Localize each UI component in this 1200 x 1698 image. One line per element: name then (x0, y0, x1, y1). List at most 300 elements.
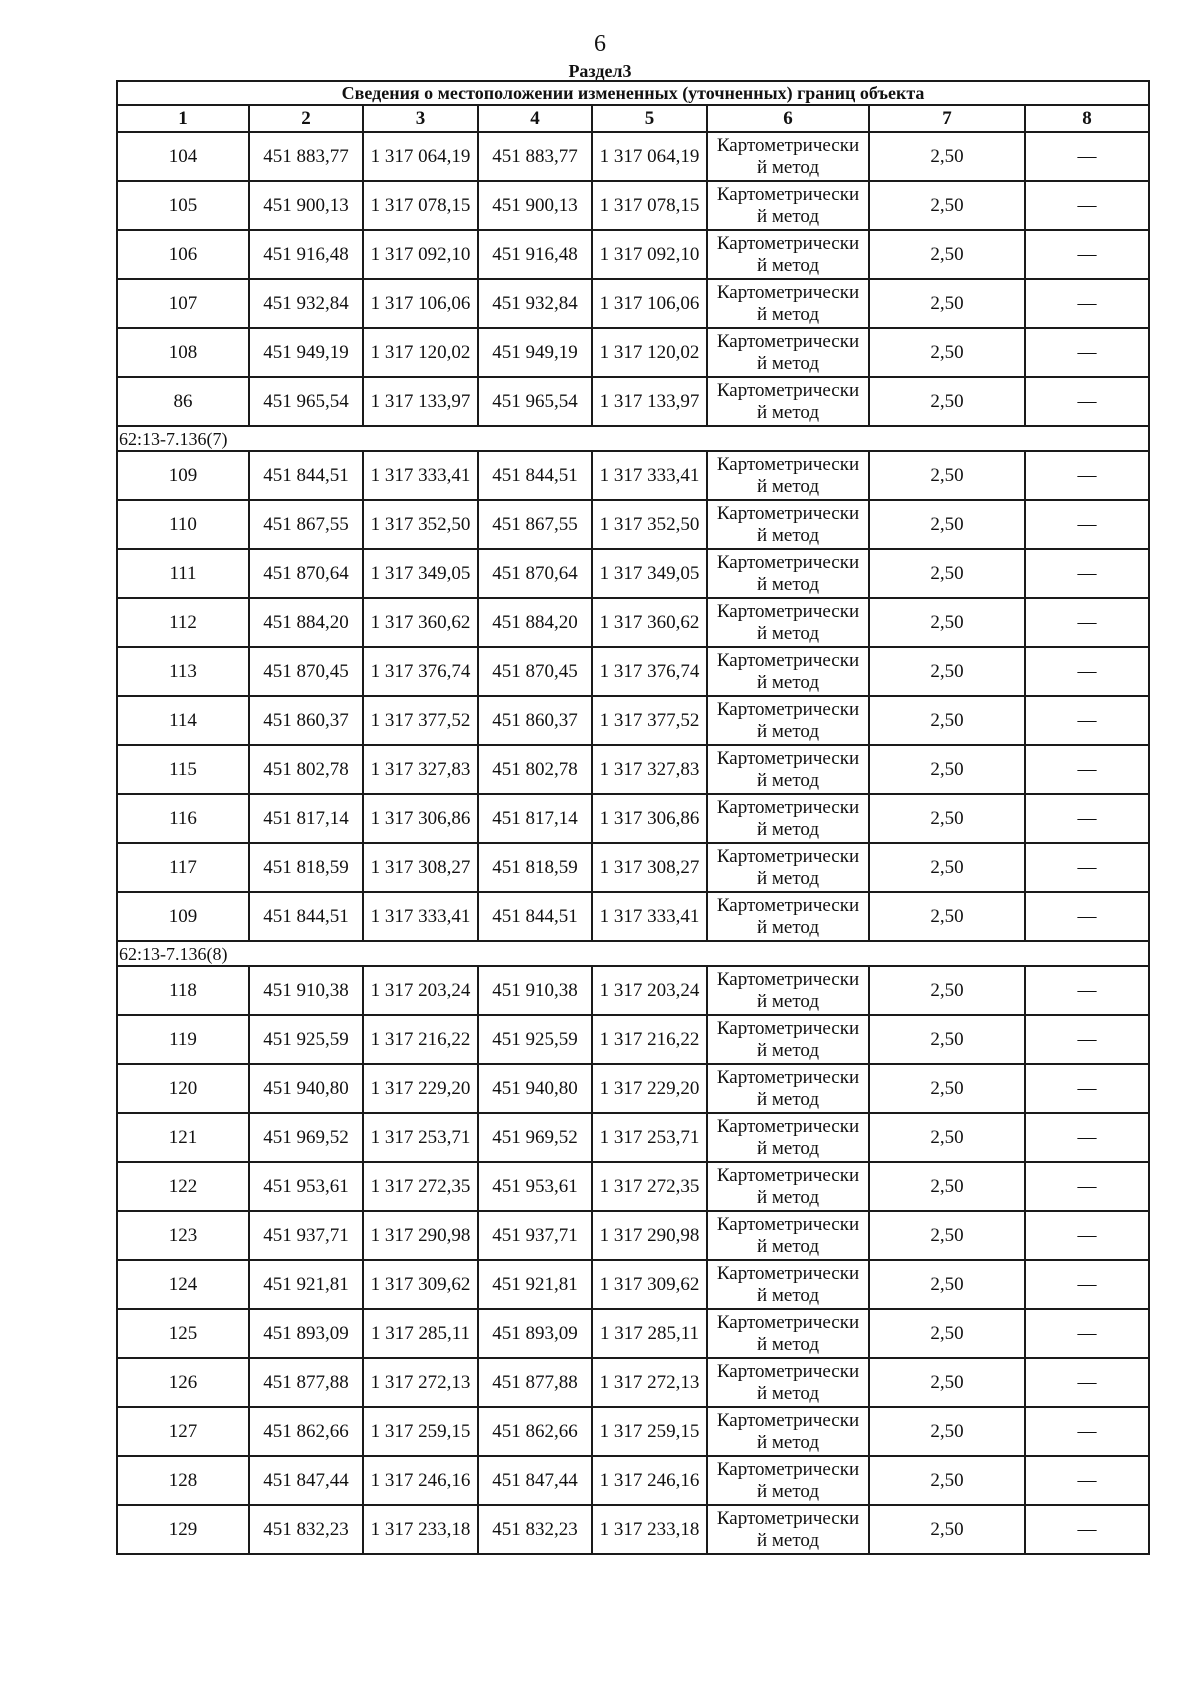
x-old-cell: 451 916,48 (249, 230, 363, 279)
note-cell: — (1025, 966, 1149, 1015)
precision-cell: 2,50 (869, 1113, 1025, 1162)
y-new-cell: 1 317 333,41 (592, 451, 707, 500)
y-new-cell: 1 317 272,13 (592, 1358, 707, 1407)
method-line-2: й метод (756, 205, 820, 227)
x-new-cell: 451 870,45 (478, 647, 592, 696)
precision-cell: 2,50 (869, 794, 1025, 843)
table-row (117, 549, 1149, 598)
x-old-cell: 451 969,52 (249, 1113, 363, 1162)
y-new-cell: 1 317 349,05 (592, 549, 707, 598)
precision-cell: 2,50 (869, 500, 1025, 549)
method-line-1: Картометрически (716, 968, 860, 990)
method-line-1: Картометрически (716, 796, 860, 818)
method-line-2: й метод (756, 524, 820, 546)
page-number: 6 (594, 31, 606, 57)
method-cell (707, 181, 869, 230)
method-cell (707, 1211, 869, 1260)
precision-cell: 2,50 (869, 230, 1025, 279)
method-cell (707, 279, 869, 328)
x-old-cell: 451 844,51 (249, 451, 363, 500)
x-new-cell: 451 949,19 (478, 328, 592, 377)
parcel-group-label: 62:13-7.136(7) (117, 426, 1149, 451)
method-line-1: Картометрически (716, 1213, 860, 1235)
note-cell: — (1025, 1162, 1149, 1211)
method-cell (707, 598, 869, 647)
x-old-cell: 451 937,71 (249, 1211, 363, 1260)
y-new-cell: 1 317 233,18 (592, 1505, 707, 1554)
method-line-1: Картометрически (716, 1164, 860, 1186)
table-caption: Сведения о местоположении измененных (уточненных) границ объекта (117, 81, 1149, 105)
method-line-2: й метод (756, 990, 820, 1012)
note-cell: — (1025, 230, 1149, 279)
method-line-1: Картометрически (716, 600, 860, 622)
table-row (117, 892, 1149, 941)
y-old-cell: 1 317 106,06 (363, 279, 478, 328)
y-new-cell: 1 317 133,97 (592, 377, 707, 426)
note-cell: — (1025, 1113, 1149, 1162)
y-old-cell: 1 317 233,18 (363, 1505, 478, 1554)
precision-cell: 2,50 (869, 1015, 1025, 1064)
y-new-cell: 1 317 078,15 (592, 181, 707, 230)
column-header: 5 (592, 105, 707, 132)
point-number-cell: 129 (117, 1505, 249, 1554)
table-row (117, 377, 1149, 426)
method-line-2: й метод (756, 720, 820, 742)
precision-cell: 2,50 (869, 1407, 1025, 1456)
x-old-cell: 451 870,64 (249, 549, 363, 598)
method-line-2: й метод (756, 401, 820, 423)
y-old-cell: 1 317 360,62 (363, 598, 478, 647)
y-old-cell: 1 317 306,86 (363, 794, 478, 843)
x-new-cell: 451 844,51 (478, 451, 592, 500)
x-old-cell: 451 910,38 (249, 966, 363, 1015)
method-cell (707, 132, 869, 181)
table-row (117, 745, 1149, 794)
table-row (117, 1211, 1149, 1260)
method-line-1: Картометрически (716, 502, 860, 524)
x-old-cell: 451 925,59 (249, 1015, 363, 1064)
table-row (117, 647, 1149, 696)
precision-cell: 2,50 (869, 1260, 1025, 1309)
x-new-cell: 451 916,48 (478, 230, 592, 279)
x-new-cell: 451 937,71 (478, 1211, 592, 1260)
y-old-cell: 1 317 349,05 (363, 549, 478, 598)
x-old-cell: 451 817,14 (249, 794, 363, 843)
y-old-cell: 1 317 120,02 (363, 328, 478, 377)
x-old-cell: 451 921,81 (249, 1260, 363, 1309)
method-cell (707, 647, 869, 696)
method-line-2: й метод (756, 156, 820, 178)
table-row (117, 1456, 1149, 1505)
method-cell (707, 892, 869, 941)
precision-cell: 2,50 (869, 377, 1025, 426)
precision-cell: 2,50 (869, 1211, 1025, 1260)
table-row (117, 1015, 1149, 1064)
method-line-1: Картометрически (716, 747, 860, 769)
point-number-cell: 104 (117, 132, 249, 181)
table-row (117, 794, 1149, 843)
point-number-cell: 113 (117, 647, 249, 696)
table-row (117, 451, 1149, 500)
method-cell (707, 745, 869, 794)
method-line-1: Картометрически (716, 453, 860, 475)
method-line-1: Картометрически (716, 1507, 860, 1529)
method-cell (707, 377, 869, 426)
point-number-cell: 126 (117, 1358, 249, 1407)
y-old-cell: 1 317 272,13 (363, 1358, 478, 1407)
column-header: 7 (869, 105, 1025, 132)
x-new-cell: 451 883,77 (478, 132, 592, 181)
method-cell (707, 1260, 869, 1309)
y-new-cell: 1 317 352,50 (592, 500, 707, 549)
table-row (117, 1309, 1149, 1358)
y-new-cell: 1 317 229,20 (592, 1064, 707, 1113)
method-line-1: Картометрически (716, 330, 860, 352)
x-new-cell: 451 862,66 (478, 1407, 592, 1456)
point-number-cell: 108 (117, 328, 249, 377)
y-old-cell: 1 317 309,62 (363, 1260, 478, 1309)
x-new-cell: 451 884,20 (478, 598, 592, 647)
column-header: 8 (1025, 105, 1149, 132)
precision-cell: 2,50 (869, 647, 1025, 696)
note-cell: — (1025, 1505, 1149, 1554)
x-new-cell: 451 932,84 (478, 279, 592, 328)
y-new-cell: 1 317 308,27 (592, 843, 707, 892)
method-line-2: й метод (756, 1529, 820, 1551)
method-line-1: Картометрически (716, 845, 860, 867)
method-line-1: Картометрически (716, 134, 860, 156)
y-old-cell: 1 317 229,20 (363, 1064, 478, 1113)
table-row (117, 598, 1149, 647)
x-old-cell: 451 818,59 (249, 843, 363, 892)
point-number-cell: 125 (117, 1309, 249, 1358)
parcel-group-row (117, 941, 1149, 966)
table-row (117, 230, 1149, 279)
method-cell (707, 549, 869, 598)
table-row (117, 500, 1149, 549)
method-line-2: й метод (756, 254, 820, 276)
x-old-cell: 451 862,66 (249, 1407, 363, 1456)
x-old-cell: 451 802,78 (249, 745, 363, 794)
table-row (117, 1407, 1149, 1456)
y-new-cell: 1 317 064,19 (592, 132, 707, 181)
y-old-cell: 1 317 064,19 (363, 132, 478, 181)
point-number-cell: 120 (117, 1064, 249, 1113)
y-new-cell: 1 317 259,15 (592, 1407, 707, 1456)
x-new-cell: 451 900,13 (478, 181, 592, 230)
method-line-1: Картометрически (716, 1409, 860, 1431)
point-number-cell: 110 (117, 500, 249, 549)
method-line-2: й метод (756, 769, 820, 791)
method-cell (707, 966, 869, 1015)
y-old-cell: 1 317 078,15 (363, 181, 478, 230)
method-cell (707, 794, 869, 843)
point-number-cell: 118 (117, 966, 249, 1015)
method-cell (707, 1358, 869, 1407)
method-line-1: Картометрически (716, 281, 860, 303)
precision-cell: 2,50 (869, 598, 1025, 647)
y-new-cell: 1 317 272,35 (592, 1162, 707, 1211)
column-number-row (117, 105, 1149, 132)
x-new-cell: 451 910,38 (478, 966, 592, 1015)
point-number-cell: 109 (117, 451, 249, 500)
y-old-cell: 1 317 285,11 (363, 1309, 478, 1358)
note-cell: — (1025, 1407, 1149, 1456)
point-number-cell: 109 (117, 892, 249, 941)
precision-cell: 2,50 (869, 451, 1025, 500)
y-old-cell: 1 317 246,16 (363, 1456, 478, 1505)
table-row (117, 1505, 1149, 1554)
note-cell: — (1025, 549, 1149, 598)
method-cell (707, 1456, 869, 1505)
method-line-2: й метод (756, 1382, 820, 1404)
table-row (117, 1162, 1149, 1211)
method-cell (707, 696, 869, 745)
note-cell: — (1025, 377, 1149, 426)
x-new-cell: 451 965,54 (478, 377, 592, 426)
table-row (117, 132, 1149, 181)
y-old-cell: 1 317 133,97 (363, 377, 478, 426)
method-cell (707, 1015, 869, 1064)
x-old-cell: 451 883,77 (249, 132, 363, 181)
note-cell: — (1025, 1260, 1149, 1309)
precision-cell: 2,50 (869, 892, 1025, 941)
precision-cell: 2,50 (869, 843, 1025, 892)
column-header: 6 (707, 105, 869, 132)
note-cell: — (1025, 132, 1149, 181)
precision-cell: 2,50 (869, 132, 1025, 181)
method-line-2: й метод (756, 573, 820, 595)
method-line-2: й метод (756, 818, 820, 840)
point-number-cell: 112 (117, 598, 249, 647)
method-line-2: й метод (756, 1088, 820, 1110)
method-line-1: Картометрически (716, 232, 860, 254)
y-old-cell: 1 317 333,41 (363, 451, 478, 500)
y-old-cell: 1 317 377,52 (363, 696, 478, 745)
x-new-cell: 451 867,55 (478, 500, 592, 549)
method-line-2: й метод (756, 1431, 820, 1453)
precision-cell: 2,50 (869, 549, 1025, 598)
point-number-cell: 127 (117, 1407, 249, 1456)
x-old-cell: 451 844,51 (249, 892, 363, 941)
method-line-1: Картометрически (716, 551, 860, 573)
table-row (117, 966, 1149, 1015)
precision-cell: 2,50 (869, 1309, 1025, 1358)
y-new-cell: 1 317 327,83 (592, 745, 707, 794)
x-old-cell: 451 953,61 (249, 1162, 363, 1211)
method-line-2: й метод (756, 303, 820, 325)
y-new-cell: 1 317 092,10 (592, 230, 707, 279)
method-cell (707, 1162, 869, 1211)
precision-cell: 2,50 (869, 1162, 1025, 1211)
method-line-1: Картометрически (716, 698, 860, 720)
column-header: 2 (249, 105, 363, 132)
column-header: 3 (363, 105, 478, 132)
method-line-1: Картометрически (716, 183, 860, 205)
table-row (117, 696, 1149, 745)
precision-cell: 2,50 (869, 1064, 1025, 1113)
point-number-cell: 105 (117, 181, 249, 230)
method-cell (707, 1505, 869, 1554)
table-row (117, 1358, 1149, 1407)
point-number-cell: 121 (117, 1113, 249, 1162)
table-caption-row (117, 81, 1149, 105)
note-cell: — (1025, 843, 1149, 892)
x-old-cell: 451 884,20 (249, 598, 363, 647)
method-line-2: й метод (756, 916, 820, 938)
y-new-cell: 1 317 203,24 (592, 966, 707, 1015)
method-cell (707, 1407, 869, 1456)
method-line-2: й метод (756, 1333, 820, 1355)
x-old-cell: 451 832,23 (249, 1505, 363, 1554)
method-cell (707, 451, 869, 500)
table-row (117, 181, 1149, 230)
note-cell: — (1025, 279, 1149, 328)
point-number-cell: 106 (117, 230, 249, 279)
y-old-cell: 1 317 352,50 (363, 500, 478, 549)
method-line-1: Картометрически (716, 1458, 860, 1480)
method-line-2: й метод (756, 867, 820, 889)
note-cell: — (1025, 1358, 1149, 1407)
note-cell: — (1025, 647, 1149, 696)
y-old-cell: 1 317 308,27 (363, 843, 478, 892)
y-new-cell: 1 317 290,98 (592, 1211, 707, 1260)
precision-cell: 2,50 (869, 279, 1025, 328)
note-cell: — (1025, 696, 1149, 745)
note-cell: — (1025, 1309, 1149, 1358)
method-cell (707, 328, 869, 377)
point-number-cell: 124 (117, 1260, 249, 1309)
y-new-cell: 1 317 376,74 (592, 647, 707, 696)
y-old-cell: 1 317 272,35 (363, 1162, 478, 1211)
y-new-cell: 1 317 216,22 (592, 1015, 707, 1064)
note-cell: — (1025, 1456, 1149, 1505)
y-old-cell: 1 317 327,83 (363, 745, 478, 794)
method-line-2: й метод (756, 1137, 820, 1159)
note-cell: — (1025, 892, 1149, 941)
x-new-cell: 451 817,14 (478, 794, 592, 843)
x-new-cell: 451 921,81 (478, 1260, 592, 1309)
y-new-cell: 1 317 377,52 (592, 696, 707, 745)
note-cell: — (1025, 1015, 1149, 1064)
table-row (117, 843, 1149, 892)
table-row (117, 1113, 1149, 1162)
x-new-cell: 451 953,61 (478, 1162, 592, 1211)
precision-cell: 2,50 (869, 696, 1025, 745)
x-new-cell: 451 860,37 (478, 696, 592, 745)
note-cell: — (1025, 500, 1149, 549)
point-number-cell: 128 (117, 1456, 249, 1505)
point-number-cell: 111 (117, 549, 249, 598)
y-old-cell: 1 317 376,74 (363, 647, 478, 696)
note-cell: — (1025, 1211, 1149, 1260)
point-number-cell: 119 (117, 1015, 249, 1064)
method-line-1: Картометрически (716, 1017, 860, 1039)
x-new-cell: 451 877,88 (478, 1358, 592, 1407)
method-cell (707, 843, 869, 892)
y-old-cell: 1 317 290,98 (363, 1211, 478, 1260)
precision-cell: 2,50 (869, 966, 1025, 1015)
x-new-cell: 451 847,44 (478, 1456, 592, 1505)
table-row (117, 1260, 1149, 1309)
y-new-cell: 1 317 246,16 (592, 1456, 707, 1505)
point-number-cell: 122 (117, 1162, 249, 1211)
section-title: Раздел3 (568, 61, 632, 81)
method-cell (707, 1064, 869, 1113)
coordinates-table (116, 80, 1150, 1555)
point-number-cell: 115 (117, 745, 249, 794)
method-line-2: й метод (756, 1284, 820, 1306)
x-new-cell: 451 893,09 (478, 1309, 592, 1358)
y-new-cell: 1 317 360,62 (592, 598, 707, 647)
note-cell: — (1025, 794, 1149, 843)
method-cell (707, 1113, 869, 1162)
method-line-2: й метод (756, 622, 820, 644)
precision-cell: 2,50 (869, 1456, 1025, 1505)
x-old-cell: 451 847,44 (249, 1456, 363, 1505)
note-cell: — (1025, 1064, 1149, 1113)
note-cell: — (1025, 181, 1149, 230)
method-line-1: Картометрически (716, 1066, 860, 1088)
y-old-cell: 1 317 216,22 (363, 1015, 478, 1064)
precision-cell: 2,50 (869, 328, 1025, 377)
note-cell: — (1025, 451, 1149, 500)
method-line-1: Картометрически (716, 1115, 860, 1137)
method-line-1: Картометрически (716, 649, 860, 671)
x-new-cell: 451 818,59 (478, 843, 592, 892)
table-row (117, 1064, 1149, 1113)
method-line-2: й метод (756, 1235, 820, 1257)
method-cell (707, 500, 869, 549)
y-new-cell: 1 317 306,86 (592, 794, 707, 843)
method-line-1: Картометрически (716, 1262, 860, 1284)
x-old-cell: 451 932,84 (249, 279, 363, 328)
point-number-cell: 86 (117, 377, 249, 426)
point-number-cell: 114 (117, 696, 249, 745)
x-new-cell: 451 832,23 (478, 1505, 592, 1554)
precision-cell: 2,50 (869, 1358, 1025, 1407)
x-new-cell: 451 925,59 (478, 1015, 592, 1064)
parcel-group-label: 62:13-7.136(8) (117, 941, 1149, 966)
table-row (117, 279, 1149, 328)
precision-cell: 2,50 (869, 745, 1025, 794)
x-old-cell: 451 870,45 (249, 647, 363, 696)
x-new-cell: 451 969,52 (478, 1113, 592, 1162)
y-new-cell: 1 317 120,02 (592, 328, 707, 377)
y-old-cell: 1 317 333,41 (363, 892, 478, 941)
note-cell: — (1025, 745, 1149, 794)
x-old-cell: 451 965,54 (249, 377, 363, 426)
x-old-cell: 451 900,13 (249, 181, 363, 230)
method-line-2: й метод (756, 1039, 820, 1061)
precision-cell: 2,50 (869, 181, 1025, 230)
x-new-cell: 451 870,64 (478, 549, 592, 598)
point-number-cell: 107 (117, 279, 249, 328)
y-old-cell: 1 317 259,15 (363, 1407, 478, 1456)
x-new-cell: 451 940,80 (478, 1064, 592, 1113)
table-row (117, 328, 1149, 377)
x-old-cell: 451 860,37 (249, 696, 363, 745)
x-new-cell: 451 844,51 (478, 892, 592, 941)
precision-cell: 2,50 (869, 1505, 1025, 1554)
y-old-cell: 1 317 203,24 (363, 966, 478, 1015)
method-line-1: Картометрически (716, 1311, 860, 1333)
method-line-2: й метод (756, 1186, 820, 1208)
note-cell: — (1025, 598, 1149, 647)
x-old-cell: 451 940,80 (249, 1064, 363, 1113)
method-line-1: Картометрически (716, 894, 860, 916)
x-old-cell: 451 877,88 (249, 1358, 363, 1407)
